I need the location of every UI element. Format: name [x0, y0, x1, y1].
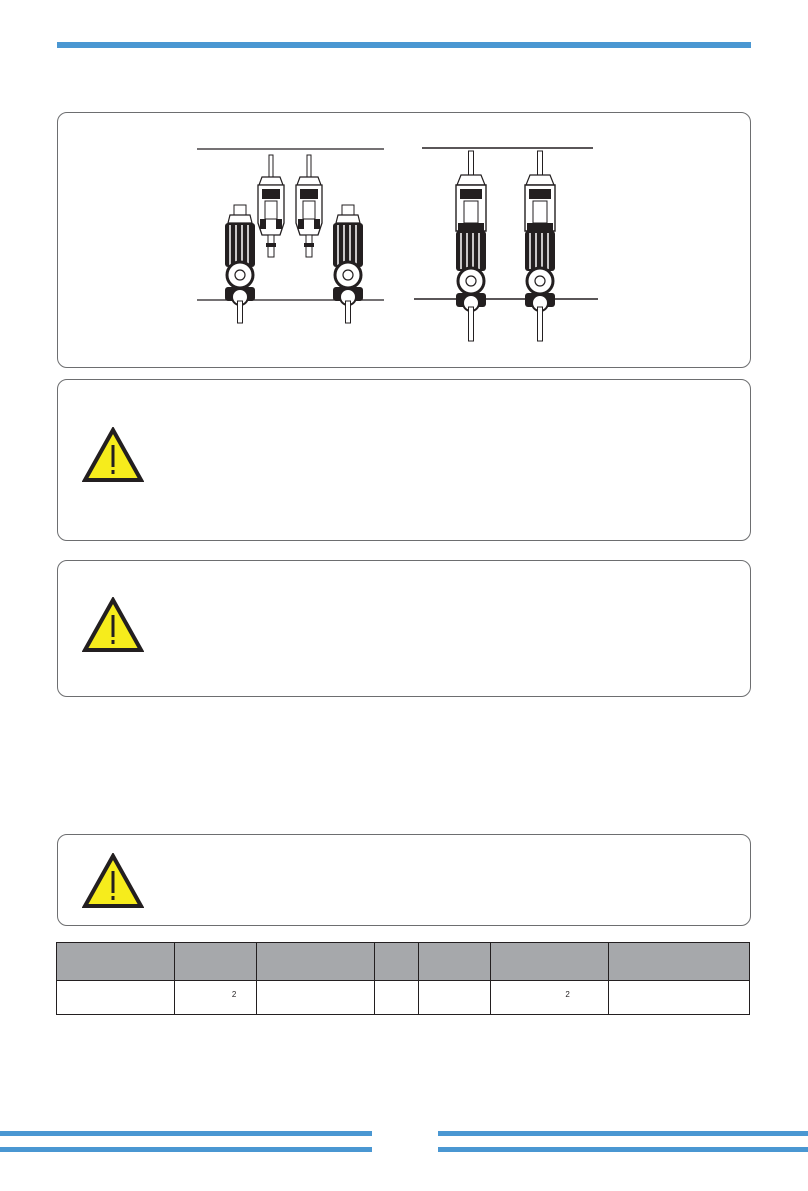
table-header-cell — [374, 943, 419, 981]
warning-panel-2 — [57, 560, 751, 697]
table-header-cell — [491, 943, 609, 981]
warning-triangle-icon — [82, 427, 144, 483]
table-header-cell — [256, 943, 374, 981]
warning-panel-1 — [57, 379, 751, 541]
table-header-cell — [174, 943, 256, 981]
table-cell — [609, 981, 750, 1015]
mc4-connector-illustration — [58, 113, 752, 369]
table-cell — [57, 981, 175, 1015]
table-cell — [374, 981, 419, 1015]
warning-triangle-icon — [82, 597, 144, 653]
table-row — [57, 981, 750, 1015]
table-cell — [256, 981, 374, 1015]
table-cell — [491, 981, 609, 1015]
cable-spec-table — [56, 942, 750, 1015]
mated-connectors-illustration — [414, 148, 598, 341]
unmated-connectors-illustration — [197, 149, 384, 323]
table-cell — [174, 981, 256, 1015]
table-header-cell — [419, 943, 491, 981]
table-header-cell — [609, 943, 750, 981]
table-cell — [419, 981, 491, 1015]
footer-bar-left-2 — [0, 1147, 372, 1152]
table-header-cell — [57, 943, 175, 981]
warning-triangle-icon — [82, 853, 144, 909]
footer-bar-left-1 — [0, 1131, 372, 1136]
figure-panel — [57, 112, 751, 368]
footer-bar-right-2 — [438, 1147, 808, 1152]
footer-bar-right-1 — [438, 1131, 808, 1136]
table-header-row — [57, 943, 750, 981]
header-accent-bar — [57, 42, 751, 48]
superscript-2: 2 — [231, 990, 237, 999]
superscript-2: 2 — [565, 990, 570, 999]
warning-panel-3 — [57, 834, 751, 926]
